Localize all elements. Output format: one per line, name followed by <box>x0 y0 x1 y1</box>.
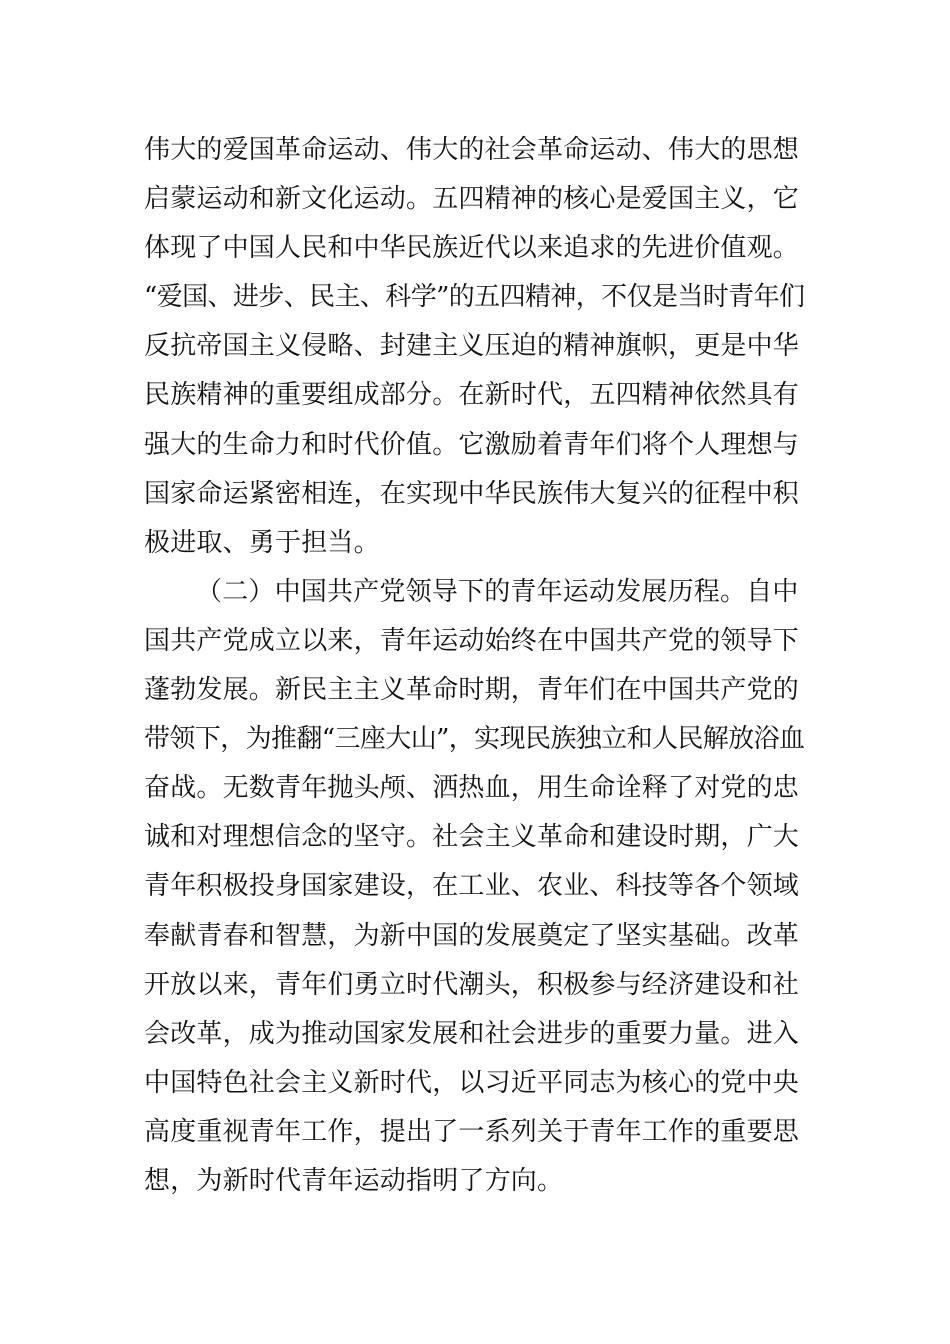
text-line: 民族精神的重要组成部分。在新时代，五四精神依然具有 <box>144 380 800 411</box>
section-heading-line: （二）中国共产党领导下的青年运动发展历程。自中 <box>196 576 799 607</box>
text-line: 反抗帝国主义侵略、封建主义压迫的精神旗帜，更是中华 <box>144 331 800 362</box>
body-text <box>144 126 844 1206</box>
text-line: 中国特色社会主义新时代，以习近平同志为核心的党中央 <box>144 1067 800 1098</box>
text-line: 奋战。无数青年抛头颅、洒热血，用生命诠释了对党的忠 <box>144 773 800 804</box>
text-line: 国家命运紧密相连，在实现中华民族伟大复兴的征程中积 <box>144 478 800 509</box>
text-line: 伟大的爱国革命运动、伟大的社会革命运动、伟大的思想 <box>144 135 800 165</box>
text-line: 想，为新时代青年运动指明了方向。 <box>144 1165 564 1196</box>
text-line: 体现了中国人民和中华民族近代以来追求的先进价值观。 <box>144 233 800 264</box>
text-line: 奉献青春和智慧，为新中国的发展奠定了坚实基础。改革 <box>144 920 800 951</box>
text-line: 开放以来，青年们勇立时代潮头，积极参与经济建设和社 <box>144 969 800 1000</box>
text-line: 极进取、勇于担当。 <box>144 527 380 558</box>
text-line: 强大的生命力和时代价值。它激励着青年们将个人理想与 <box>144 429 800 460</box>
text-line: 蓬勃发展。新民主主义革命时期，青年们在中国共产党的 <box>144 675 800 706</box>
text-line: 带领下，为推翻“三座大山”，实现民族独立和人民解放浴血 <box>144 724 805 755</box>
text-line: 高度重视青年工作，提出了一系列关于青年工作的重要思 <box>144 1116 800 1147</box>
text-line: 诚和对理想信念的坚守。社会主义革命和建设时期，广大 <box>144 822 800 853</box>
text-line: “爱国、进步、民主、科学”的五四精神，不仅是当时青年们 <box>144 282 805 313</box>
text-line: 青年积极投身国家建设，在工业、农业、科技等各个领域 <box>144 871 800 902</box>
text-line: 国共产党成立以来，青年运动始终在中国共产党的领导下 <box>144 625 800 656</box>
text-line: 会改革，成为推动国家发展和社会进步的重要力量。进入 <box>144 1018 800 1049</box>
text-line: 启蒙运动和新文化运动。五四精神的核心是爱国主义，它 <box>144 184 800 215</box>
